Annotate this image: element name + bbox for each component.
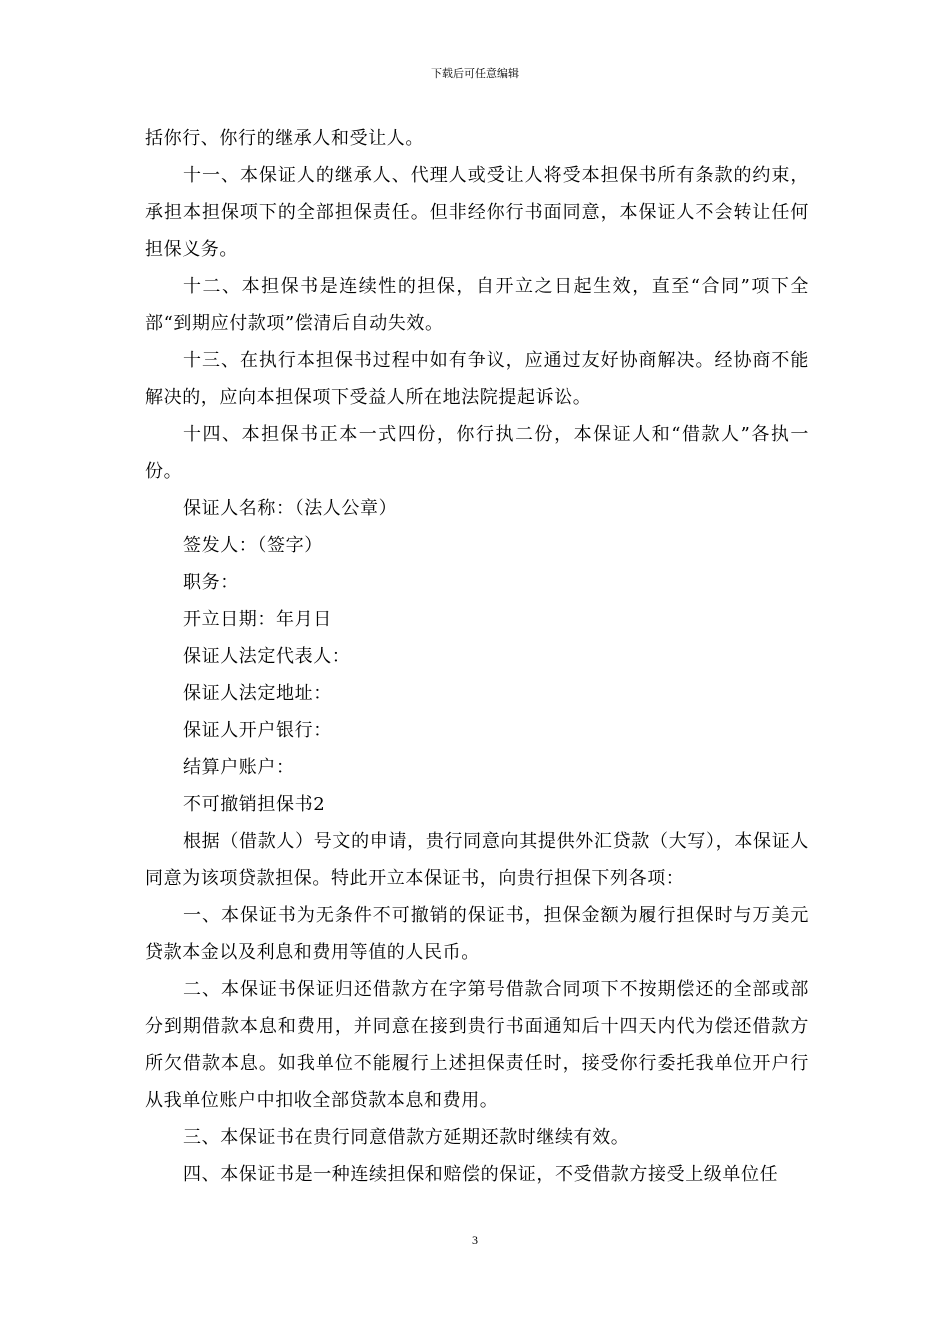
signature-field-position: 职务： <box>183 572 239 593</box>
signature-field-issue-date: 开立日期：年月日 <box>183 609 332 630</box>
paragraph: 括你行、你行的继承人和受让人。 <box>145 128 424 149</box>
signature-field-bank: 保证人开户银行： <box>183 720 332 741</box>
paragraph: 三、本保证书在贵行同意借款方延期还款时继续有效。 <box>183 1127 630 1148</box>
paragraph: 根据（借款人）号文的申请，贵行同意向其提供外汇贷款（大写），本保证人同意为该项贷款担保。特此开立本保证书，向贵行担保下列各项： <box>145 831 809 889</box>
section-title: 不可撤销担保书2 <box>183 794 326 815</box>
paragraph: 十二、本担保书是连续性的担保，自开立之日起生效，直至“合同”项下全部“到期应付款项”偿清后自动失效。 <box>145 276 809 334</box>
page-number: 3 <box>472 1233 478 1247</box>
document-body <box>145 120 809 1193</box>
paragraph: 十三、在执行本担保书过程中如有争议，应通过友好协商解决。经协商不能解决的，应向本担保项下受益人所在地法院提起诉讼。 <box>145 350 809 408</box>
paragraph: 四、本保证书是一种连续担保和赔偿的保证，不受借款方接受上级单位任 <box>183 1164 779 1185</box>
signature-field-signer: 签发人：（签字） <box>183 535 323 556</box>
page-header: 下载后可任意编辑 <box>431 67 519 80</box>
signature-field-legal-address: 保证人法定地址： <box>183 683 332 704</box>
signature-field-legal-representative: 保证人法定代表人： <box>183 646 351 667</box>
signature-field-guarantor-name: 保证人名称：（法人公章） <box>183 498 398 519</box>
paragraph: 十四、本担保书正本一式四份，你行执二份，本保证人和“借款人”各执一份。 <box>145 424 809 482</box>
signature-field-account: 结算户账户： <box>183 757 295 778</box>
paragraph: 二、本保证书保证归还借款方在字第号借款合同项下不按期偿还的全部或部分到期借款本息和费用，并同意在接到贵行书面通知后十四天内代为偿还借款方所欠借款本息。如我单位不能履行上述担保责任时，接受你行委托我单位开户行从我单位账户中扣收全部贷款本息和费用。 <box>145 979 809 1111</box>
paragraph: 一、本保证书为无条件不可撤销的保证书，担保金额为履行担保时与万美元贷款本金以及利息和费用等值的人民币。 <box>145 905 809 963</box>
paragraph: 十一、本保证人的继承人、代理人或受让人将受本担保书所有条款的约束，承担本担保项下的全部担保责任。但非经你行书面同意，本保证人不会转让任何担保义务。 <box>145 165 809 260</box>
